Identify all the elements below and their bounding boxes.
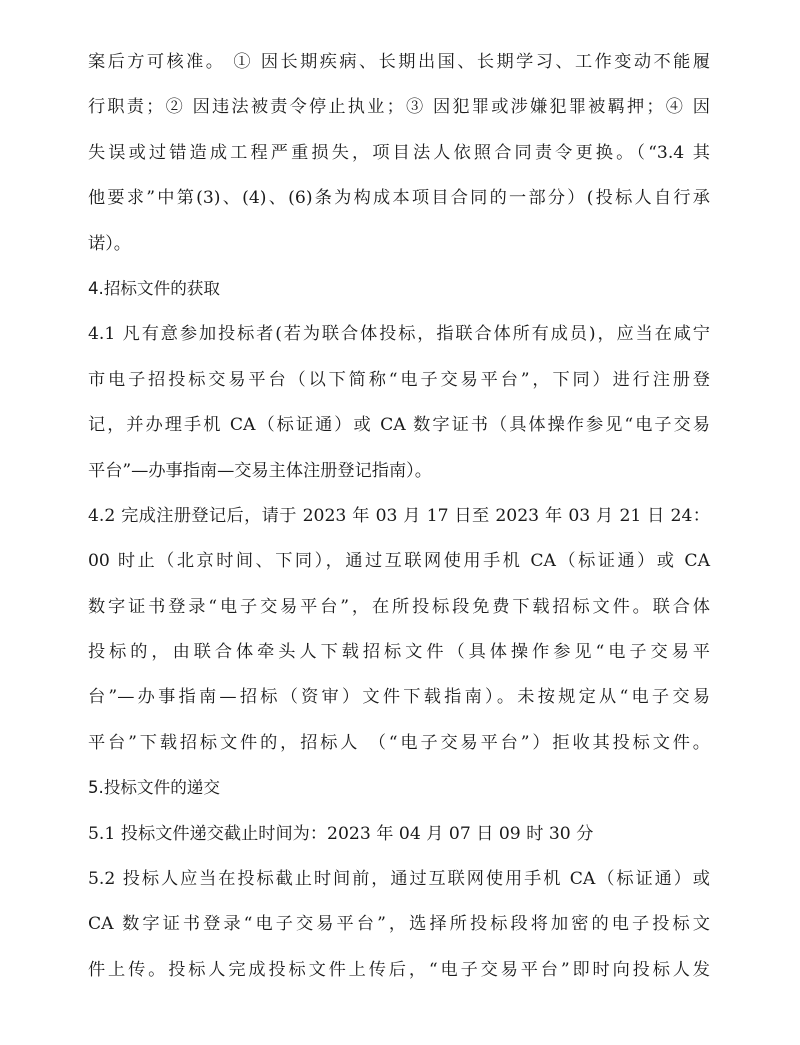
paragraph-line: 投标的，由联合体牵头人下载招标文件（具体操作参见“电子交易平: [88, 642, 710, 663]
paragraph-line: 5.1 投标文件递交截止时间为：2023 年 04 月 07 日 09 时 30 分: [88, 823, 594, 844]
paragraph-line: 数字证书登录“电子交易平台”，在所投标段免费下载招标文件。联合体: [88, 596, 710, 617]
paragraph-line: 5.2 投标人应当在投标截止时间前，通过互联网使用手机 CA（标证通）或: [88, 869, 710, 890]
section-heading: 4.招标文件的获取: [88, 278, 220, 298]
paragraph-line: 平台”—办事指南—交易主体注册登记指南）。: [88, 460, 432, 481]
paragraph-line: 失误或过错造成工程严重损失，项目法人依照合同责令更换。（“3.4 其: [88, 142, 710, 163]
paragraph-line: 4.1 凡有意参加投标者(若为联合体投标，指联合体所有成员)，应当在咸宁: [88, 324, 710, 345]
paragraph-line: 4.2 完成注册登记后，请于 2023 年 03 月 17 日至 2023 年 03 月 21 日 24：: [88, 505, 710, 526]
paragraph-line: 行职责；② 因违法被责令停止执业；③ 因犯罪或涉嫌犯罪被羁押；④ 因: [88, 97, 710, 118]
paragraph-line: 平台”下载招标文件的，招标人 （“电子交易平台”）拒收其投标文件。: [88, 732, 710, 753]
paragraph-line: 记，并办理手机 CA（标证通）或 CA 数字证书（具体操作参见“电子交易: [88, 415, 710, 436]
section-heading: 5.投标文件的递交: [88, 778, 220, 798]
paragraph-line: CA 数字证书登录“电子交易平台”，选择所投标段将加密的电子投标文: [88, 914, 710, 935]
paragraph-line: 案后方可核准。 ① 因长期疾病、长期出国、长期学习、工作变动不能履: [88, 52, 710, 72]
paragraph-line: 台”—办事指南—招标（资审）文件下载指南）。未按规定从“电子交易: [88, 687, 710, 708]
paragraph-line: 件上传。投标人完成投标文件上传后，“电子交易平台”即时向投标人发: [88, 959, 710, 980]
document-body: [88, 46, 710, 999]
paragraph-line: 他要求”中第(3)、(4)、(6)条为构成本项目合同的一部分）(投标人自行承: [88, 188, 710, 209]
paragraph-line: 00 时止（北京时间、下同），通过互联网使用手机 CA（标证通）或 CA: [88, 551, 710, 572]
paragraph-line: 诺）。: [88, 233, 131, 254]
paragraph-line: 市电子招投标交易平台（以下简称“电子交易平台”，下同）进行注册登: [88, 369, 710, 390]
